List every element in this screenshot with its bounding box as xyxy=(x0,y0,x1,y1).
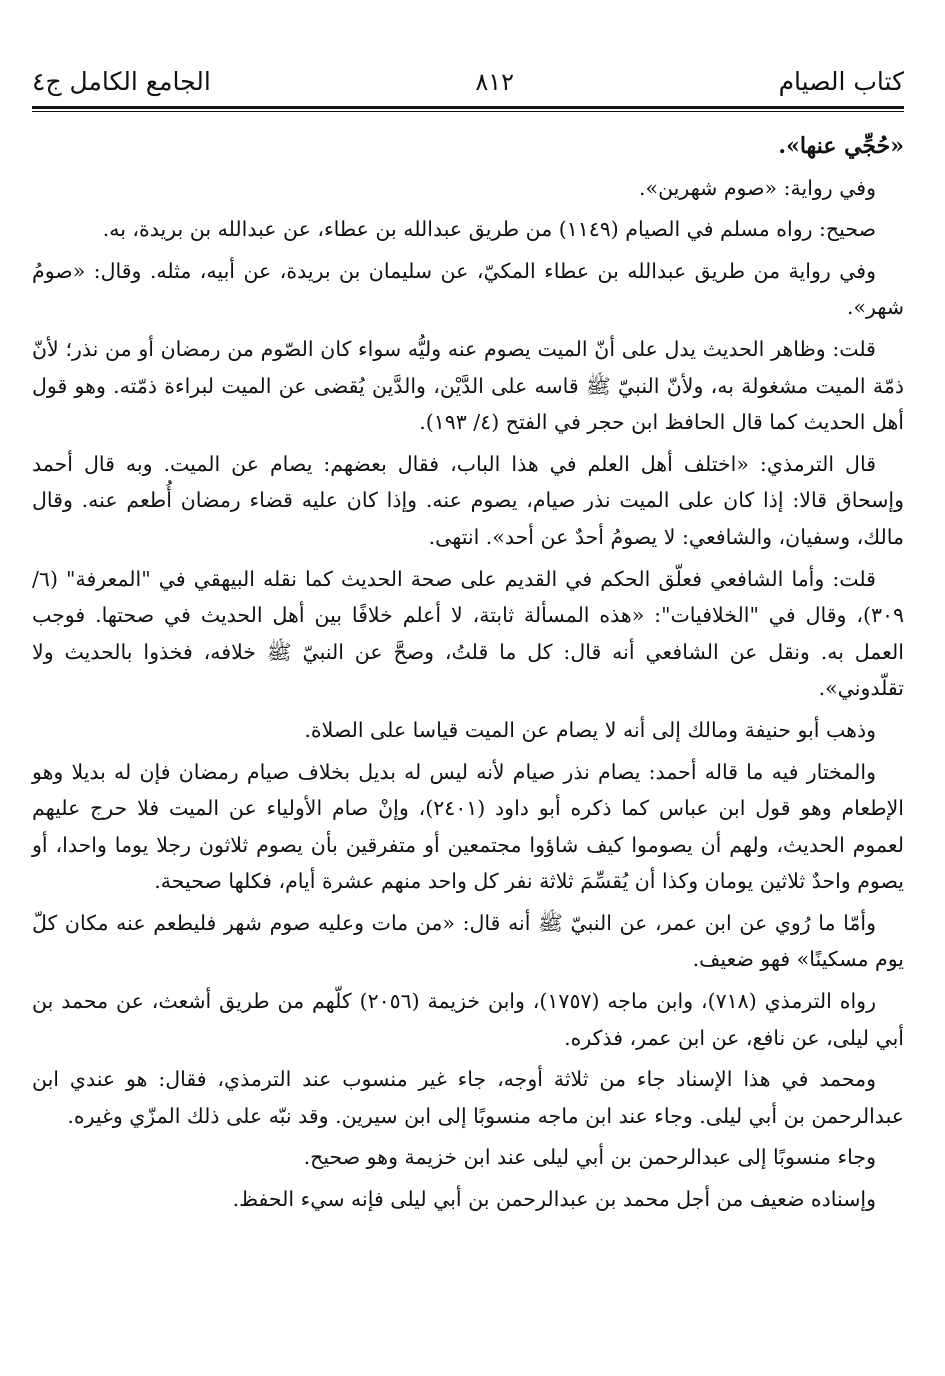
page-body xyxy=(32,128,904,1218)
book-title: الجامع الكامل ج٤ xyxy=(32,67,211,96)
narration-variant-2: وفي رواية من طريق عبدالله بن عطاء المكيّ، عن سليمان بن بريدة، عن أبيه، مثله. وقال: «صومُ شهر». xyxy=(32,258,904,320)
header-rule-thick xyxy=(32,106,904,109)
chapter-title: كتاب الصيام xyxy=(778,67,904,96)
book-page xyxy=(32,62,904,1223)
running-head xyxy=(32,62,904,102)
takhrij-paragraph: رواه الترمذي (٧١٨)، وابن ماجه (١٧٥٧)، وابن خزيمة (٢٠٥٦) كلّهم من طريق أشعث، عن محمد بن أبي ليلى، عن نافع، عن ابن عمر، فذكره. xyxy=(32,989,904,1050)
hanafi-maliki-view: وذهب أبو حنيفة ومالك إلى أنه لا يصام عن الميت قياسا على الصلاة. xyxy=(304,717,876,742)
hadith-continuation: «حُجِّي عنها». xyxy=(778,133,904,159)
commentary-paragraph: قلت: وظاهر الحديث يدل على أنّ الميت يصوم عنه وليُّه سواء كان الصّوم من رمضان أو من نذر؛ لأنّ ذمّة الميت مشغولة به، ولأنّ النبيّ ﷺ قاسه على الدَّيْن، والدَّين يُقضى عن الميت لبراءة ذمّته. وهو قول أهل الحديث كما قال الحافظ ابن حجر في الفتح (٤/ ١٩٣). xyxy=(32,336,904,435)
ibn-khuzaymah-note: وجاء منسوبًا إلى عبدالرحمن بن أبي ليلى عند ابن خزيمة وهو صحيح. xyxy=(303,1145,876,1170)
shafii-paragraph: قلت: وأما الشافعي فعلّق الحكم في القديم على صحة الحديث كما نقله البيهقي في "المعرفة" (٦/ ٣٠٩)، وقال في "الخلافيات": «هذه المسألة ثابتة، لا أعلم خلافًا بين أهل الحديث في صحتها. فوجب العمل به. ونقل عن الشافعي أنه قال: كل ما قلتُ، وصحَّ عن النبيّ ﷺ خلافه، فخذوا بالحديث ولا تقلّدوني». xyxy=(32,566,904,701)
preferred-view: والمختار فيه ما قاله أحمد: يصام نذر صيام لأنه ليس له بديل بخلاف صيام رمضان فإن له بديلا وهو الإطعام وهو قول ابن عباس كما ذكره أبو داود (٢٤٠١)، وإنْ صام الأولياء عن الميت فلا حرج عليهم لعموم الحديث، ولهم أن يصوموا كيف شاؤوا مجتمعين أو متفرقين بأن يصوم ثلاثون رجلا يوما واحدا، أو يصوم واحدٌ ثلاثين يومان وكذا أن يُقسِّمَ ثلاثة نفر كل واحد منهم عشرة أيام، فكلها صحيحة. xyxy=(32,759,904,894)
narration-variant: وفي رواية: «صوم شهرين». xyxy=(639,175,876,200)
takhrij-muslim: صحيح: رواه مسلم في الصيام (١١٤٩) من طريق عبدالله بن عطاء، عن عبدالله بن بريدة، به. xyxy=(102,217,876,242)
header-rule-thin xyxy=(32,111,904,112)
page-number: ٨١٢ xyxy=(475,68,515,96)
isnad-verdict: وإسناده ضعيف من أجل محمد بن عبدالرحمن بن أبي ليلى فإنه سيء الحفظ. xyxy=(232,1187,876,1212)
ibn-umar-narration: وأمّا ما رُوي عن ابن عمر، عن النبيّ ﷺ أنه قال: «من مات وعليه صوم شهر فليطعم عنه مكان كلّ يوم مسكينًا» فهو ضعيف. xyxy=(32,910,904,972)
tirmidhi-quote: قال الترمذي: «اختلف أهل العلم في هذا الباب، فقال بعضهم: يصام عن الميت. وبه قال أحمد وإسحاق قالا: إذا كان على الميت نذر صيام، يصوم عنه. وإذا كان عليه قضاء رمضان أُطعم عنه. وقال مالك، وسفيان، والشافعي: لا يصومُ أحدٌ عن أحد». انتهى. xyxy=(32,451,904,549)
isnad-discussion: ومحمد في هذا الإسناد جاء من ثلاثة أوجه، جاء غير منسوب عند الترمذي، فقال: هو عندي ابن عبدالرحمن بن أبي ليلى. وجاء عند ابن ماجه منسوبًا إلى ابن سيرين. وقد نبّه على ذلك المزّي وغيره. xyxy=(32,1067,904,1128)
